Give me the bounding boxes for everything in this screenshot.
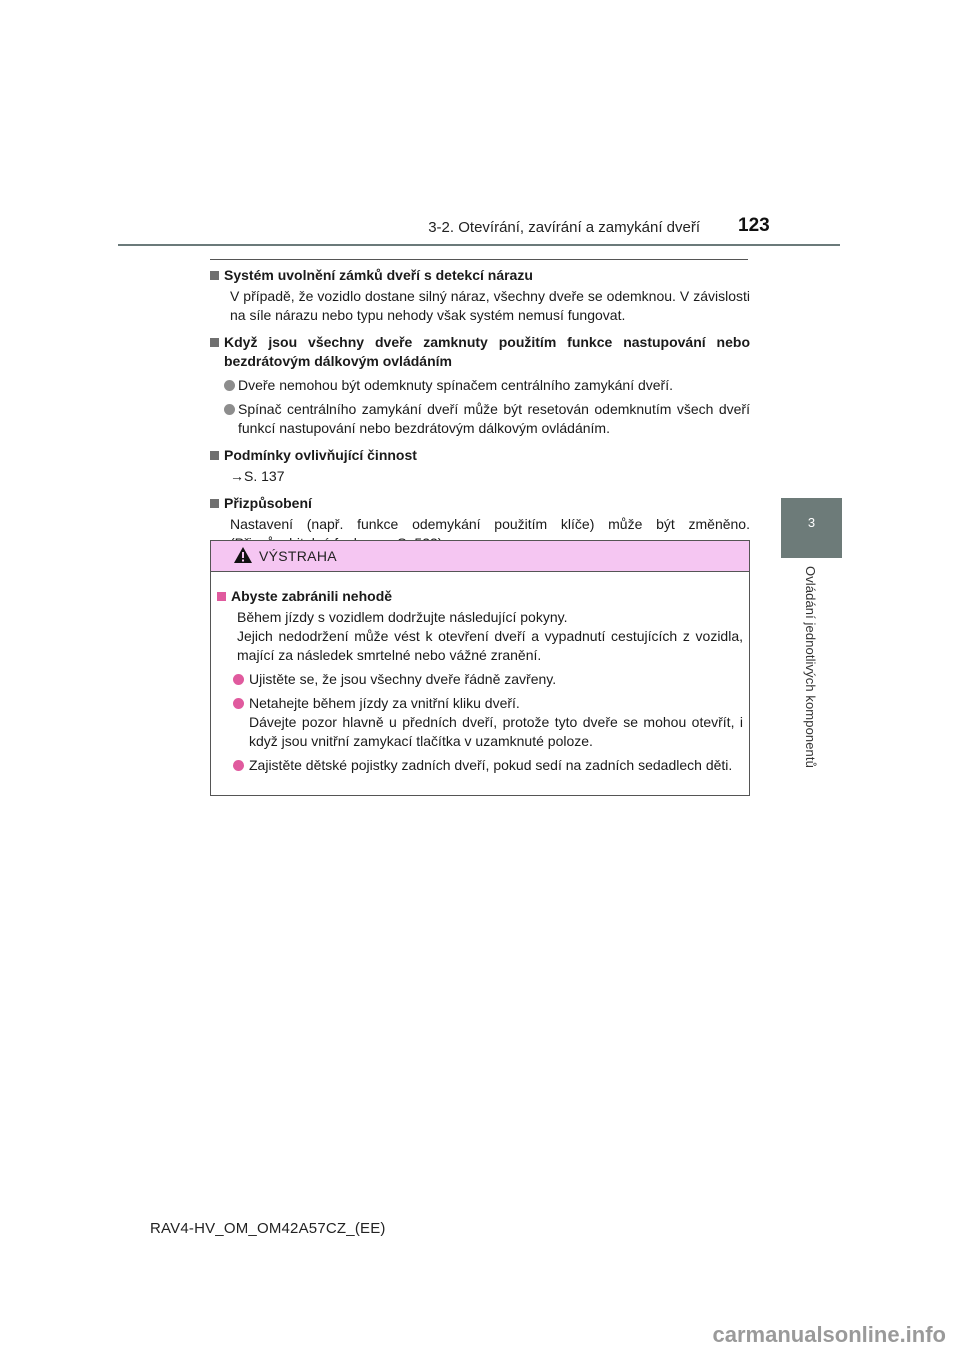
warning-triangle-icon bbox=[233, 546, 253, 564]
section-title bbox=[210, 494, 750, 513]
section-title bbox=[210, 446, 750, 465]
section-text: Nastavení (např. funkce odemykání použitím klíče) může být změněno. bbox=[230, 516, 750, 532]
chapter-side-label: Ovládání jednotlivých komponentů bbox=[803, 566, 818, 768]
warning-label: VÝSTRAHA bbox=[259, 548, 337, 564]
section-title-text: Přizpůsobení bbox=[224, 495, 312, 511]
warning-title-text: Abyste zabránili nehodě bbox=[231, 588, 393, 604]
list-item-detail: Dávejte pozor hlavně u předních dveří, protože tyto dveře se mohou otevřít, i když jsou vnitřní zamykací tlačítka v uzamknuté poloze. bbox=[249, 714, 743, 749]
warning-header bbox=[211, 541, 749, 572]
watermark: carmanualsonline.info bbox=[712, 1322, 946, 1347]
circle-bullet-icon bbox=[233, 760, 244, 771]
warning-intro-line: Jejich nedodržení může vést k otevření dveří a vypadnutí cestujících z vozidla, mající za následek smrtelné nebo vážné zranění. bbox=[237, 628, 743, 663]
section-conditions bbox=[210, 446, 750, 486]
section-title-text: Systém uvolnění zámků dveří s detekcí nárazu bbox=[224, 267, 533, 283]
content-top-rule bbox=[210, 259, 748, 260]
square-bullet-icon bbox=[210, 271, 219, 280]
warning-box bbox=[210, 540, 750, 796]
list-item bbox=[217, 756, 743, 775]
square-bullet-icon bbox=[217, 592, 226, 601]
square-bullet-icon bbox=[210, 451, 219, 460]
footer-code: RAV4-HV_OM_OM42A57CZ_(EE) bbox=[150, 1220, 386, 1237]
warning-body bbox=[211, 572, 749, 775]
header-section-title: 3-2. Otevírání, zavírání a zamykání dveří bbox=[428, 219, 700, 236]
square-bullet-icon bbox=[210, 338, 219, 347]
page-reference-link[interactable]: →S. 137 bbox=[230, 468, 285, 484]
section-title bbox=[210, 333, 750, 371]
square-bullet-icon bbox=[210, 499, 219, 508]
circle-bullet-icon bbox=[224, 404, 235, 415]
section-title-text: Když jsou všechny dveře zamknuty použitím funkce nastupování nebo bezdrátovým dálkovým ovládáním bbox=[224, 334, 750, 369]
warning-title bbox=[217, 587, 743, 606]
circle-bullet-icon bbox=[224, 380, 235, 391]
warning-intro-line: Během jízdy s vozidlem dodržujte následující pokyny. bbox=[237, 609, 568, 625]
list-item-text: Netahejte během jízdy za vnitřní kliku dveří. bbox=[249, 695, 520, 711]
chapter-tab-number: 3 bbox=[807, 515, 816, 530]
list-item-text: Spínač centrálního zamykání dveří může být resetován odemknutím všech dveří funkcí nastupování nebo bezdrátovým dálkovým ovládáním. bbox=[238, 401, 750, 436]
circle-bullet-icon bbox=[233, 674, 244, 685]
circle-bullet-icon bbox=[233, 698, 244, 709]
list-item bbox=[217, 694, 743, 751]
header-rule bbox=[118, 244, 840, 246]
list-item bbox=[210, 400, 750, 438]
list-item-text: Ujistěte se, že jsou všechny dveře řádně zavřeny. bbox=[249, 671, 557, 687]
main-content bbox=[210, 266, 750, 553]
list-item bbox=[217, 670, 743, 689]
list-item bbox=[210, 376, 750, 395]
section-title bbox=[210, 266, 750, 285]
section-text: V případě, že vozidlo dostane silný náraz, všechny dveře se odemknou. V závislosti na síle nárazu nebo typu nehody však systém nemusí fungovat. bbox=[230, 288, 750, 323]
page-number: 123 bbox=[738, 215, 770, 236]
list-item-text: Zajistěte dětské pojistky zadních dveří, pokud sedí na zadních sedadlech děti. bbox=[249, 757, 733, 773]
list-item-text: Dveře nemohou být odemknuty spínačem centrálního zamykání dveří. bbox=[238, 377, 673, 393]
section-entry-lock bbox=[210, 333, 750, 438]
chapter-tab bbox=[781, 498, 842, 558]
section-title-text: Podmínky ovlivňující činnost bbox=[224, 447, 417, 463]
section-crash-unlock bbox=[210, 266, 750, 325]
warning-intro bbox=[217, 608, 743, 665]
